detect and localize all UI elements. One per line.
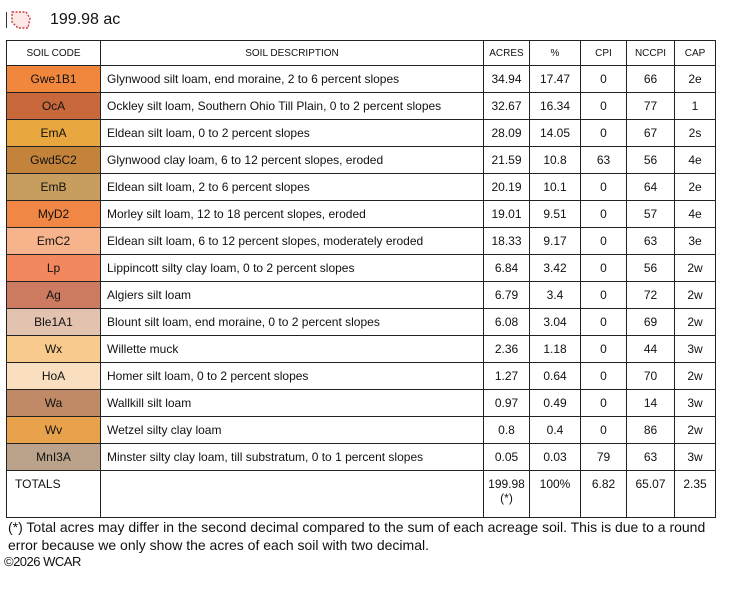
cap-cell: 3w: [675, 390, 716, 417]
acres-cell: 21.59: [484, 147, 530, 174]
cpi-cell: 0: [581, 120, 627, 147]
cpi-cell: 0: [581, 201, 627, 228]
table-row: [7, 417, 716, 444]
col-header-cap: CAP: [675, 41, 716, 66]
cap-cell: 2w: [675, 363, 716, 390]
soil-code-cell: MnI3A: [7, 444, 101, 471]
acres-cell: 0.8: [484, 417, 530, 444]
soil-description-cell: Blount silt loam, end moraine, 0 to 2 percent slopes: [101, 309, 484, 336]
percent-cell: 9.51: [530, 201, 581, 228]
percent-cell: 1.18: [530, 336, 581, 363]
totals-description: [101, 471, 484, 518]
header: [6, 8, 120, 32]
cap-cell: 2s: [675, 120, 716, 147]
col-header-soil-code: SOIL CODE: [7, 41, 101, 66]
acres-cell: 2.36: [484, 336, 530, 363]
soil-code-cell: OcA: [7, 93, 101, 120]
nccpi-cell: 56: [627, 255, 675, 282]
soil-description-cell: Wetzel silty clay loam: [101, 417, 484, 444]
acres-cell: 0.97: [484, 390, 530, 417]
table-row: [7, 282, 716, 309]
totals-percent: 100%: [530, 471, 581, 518]
soil-description-cell: Willette muck: [101, 336, 484, 363]
percent-cell: 10.8: [530, 147, 581, 174]
acres-cell: 0.05: [484, 444, 530, 471]
nccpi-cell: 67: [627, 120, 675, 147]
acres-cell: 34.94: [484, 66, 530, 93]
percent-cell: 0.03: [530, 444, 581, 471]
cpi-cell: 63: [581, 147, 627, 174]
totals-label: TOTALS: [7, 471, 101, 518]
nccpi-cell: 70: [627, 363, 675, 390]
soil-description-cell: Glynwood silt loam, end moraine, 2 to 6 percent slopes: [101, 66, 484, 93]
soil-code-cell: HoA: [7, 363, 101, 390]
soil-description-cell: Homer silt loam, 0 to 2 percent slopes: [101, 363, 484, 390]
percent-cell: 17.47: [530, 66, 581, 93]
cpi-cell: 79: [581, 444, 627, 471]
soil-description-cell: Eldean silt loam, 0 to 2 percent slopes: [101, 120, 484, 147]
soil-description-cell: Morley silt loam, 12 to 18 percent slopes, eroded: [101, 201, 484, 228]
totals-acres: 199.98(*): [488, 477, 525, 505]
copyright: ©2026 WCAR: [4, 554, 81, 569]
nccpi-cell: 63: [627, 228, 675, 255]
cpi-cell: 0: [581, 174, 627, 201]
table-row: [7, 228, 716, 255]
acres-cell: 6.79: [484, 282, 530, 309]
cpi-cell: 0: [581, 336, 627, 363]
percent-cell: 0.4: [530, 417, 581, 444]
soil-code-cell: Ble1A1: [7, 309, 101, 336]
acres-cell: 19.01: [484, 201, 530, 228]
table-row: [7, 444, 716, 471]
col-header-soil-description: SOIL DESCRIPTION: [101, 41, 484, 66]
cap-cell: 4e: [675, 201, 716, 228]
cap-cell: 2w: [675, 282, 716, 309]
cap-cell: 3e: [675, 228, 716, 255]
acres-cell: 18.33: [484, 228, 530, 255]
nccpi-cell: 77: [627, 93, 675, 120]
col-header-cpi: CPI: [581, 41, 627, 66]
percent-cell: 10.1: [530, 174, 581, 201]
totals-cpi: 6.82: [581, 471, 627, 518]
cap-cell: 2e: [675, 66, 716, 93]
cap-cell: 3w: [675, 336, 716, 363]
acres-cell: 1.27: [484, 363, 530, 390]
soil-code-cell: EmC2: [7, 228, 101, 255]
percent-cell: 0.64: [530, 363, 581, 390]
percent-cell: 3.04: [530, 309, 581, 336]
percent-cell: 16.34: [530, 93, 581, 120]
cpi-cell: 0: [581, 66, 627, 93]
soil-description-cell: Eldean silt loam, 2 to 6 percent slopes: [101, 174, 484, 201]
soil-description-cell: Algiers silt loam: [101, 282, 484, 309]
cap-cell: 1: [675, 93, 716, 120]
percent-cell: 0.49: [530, 390, 581, 417]
cap-cell: 2e: [675, 174, 716, 201]
cpi-cell: 0: [581, 417, 627, 444]
soil-code-cell: MyD2: [7, 201, 101, 228]
nccpi-cell: 56: [627, 147, 675, 174]
nccpi-cell: 86: [627, 417, 675, 444]
cpi-cell: 0: [581, 282, 627, 309]
soil-description-cell: Eldean silt loam, 6 to 12 percent slopes, moderately eroded: [101, 228, 484, 255]
soil-description-cell: Glynwood clay loam, 6 to 12 percent slopes, eroded: [101, 147, 484, 174]
cpi-cell: 0: [581, 93, 627, 120]
soils-table: [6, 40, 716, 518]
percent-cell: 9.17: [530, 228, 581, 255]
nccpi-cell: 72: [627, 282, 675, 309]
table-row: [7, 255, 716, 282]
soil-code-cell: EmA: [7, 120, 101, 147]
nccpi-cell: 69: [627, 309, 675, 336]
nccpi-cell: 57: [627, 201, 675, 228]
cap-cell: 2w: [675, 417, 716, 444]
divider: [6, 12, 7, 28]
nccpi-cell: 14: [627, 390, 675, 417]
table-row: [7, 363, 716, 390]
soil-description-cell: Lippincott silty clay loam, 0 to 2 percent slopes: [101, 255, 484, 282]
percent-cell: 3.4: [530, 282, 581, 309]
col-header-acres: ACRES: [484, 41, 530, 66]
soil-code-cell: Gwd5C2: [7, 147, 101, 174]
parcel-outline-icon: [10, 10, 32, 30]
table-row: [7, 309, 716, 336]
soil-code-cell: Wa: [7, 390, 101, 417]
acres-cell: 6.84: [484, 255, 530, 282]
cpi-cell: 0: [581, 309, 627, 336]
totals-nccpi: 65.07: [627, 471, 675, 518]
table-row: [7, 120, 716, 147]
percent-cell: 3.42: [530, 255, 581, 282]
acres-cell: 6.08: [484, 309, 530, 336]
cap-cell: 3w: [675, 444, 716, 471]
table-row: [7, 390, 716, 417]
total-acres: 199.98 ac: [50, 11, 121, 28]
soil-code-cell: EmB: [7, 174, 101, 201]
soil-code-cell: Gwe1B1: [7, 66, 101, 93]
nccpi-cell: 44: [627, 336, 675, 363]
col-header-percent: %: [530, 41, 581, 66]
col-header-nccpi: NCCPI: [627, 41, 675, 66]
table-row: [7, 93, 716, 120]
percent-cell: 14.05: [530, 120, 581, 147]
acres-cell: 28.09: [484, 120, 530, 147]
nccpi-cell: 63: [627, 444, 675, 471]
totals-row: [7, 471, 716, 518]
cap-cell: 4e: [675, 147, 716, 174]
table-row: [7, 336, 716, 363]
soil-code-cell: Wv: [7, 417, 101, 444]
cap-cell: 2w: [675, 309, 716, 336]
cpi-cell: 0: [581, 228, 627, 255]
soil-description-cell: Wallkill silt loam: [101, 390, 484, 417]
soil-code-cell: Ag: [7, 282, 101, 309]
soil-code-cell: Wx: [7, 336, 101, 363]
soil-description-cell: Ockley silt loam, Southern Ohio Till Plain, 0 to 2 percent slopes: [101, 93, 484, 120]
soil-code-cell: Lp: [7, 255, 101, 282]
cpi-cell: 0: [581, 363, 627, 390]
nccpi-cell: 66: [627, 66, 675, 93]
totals-cap: 2.35: [675, 471, 716, 518]
table-row: [7, 201, 716, 228]
footnote: (*) Total acres may differ in the second decimal compared to the sum of each acreage soil. This is due to a round error because we only show the acres of each soil with two decimal.: [8, 519, 706, 553]
cpi-cell: 0: [581, 390, 627, 417]
totals-acres-cell: [484, 471, 530, 518]
soil-description-cell: Minster silty clay loam, till substratum, 0 to 1 percent slopes: [101, 444, 484, 471]
table-row: [7, 147, 716, 174]
nccpi-cell: 64: [627, 174, 675, 201]
acres-cell: 20.19: [484, 174, 530, 201]
table-header-row: [7, 41, 716, 66]
table-row: [7, 174, 716, 201]
cap-cell: 2w: [675, 255, 716, 282]
table-row: [7, 66, 716, 93]
cpi-cell: 0: [581, 255, 627, 282]
acres-cell: 32.67: [484, 93, 530, 120]
